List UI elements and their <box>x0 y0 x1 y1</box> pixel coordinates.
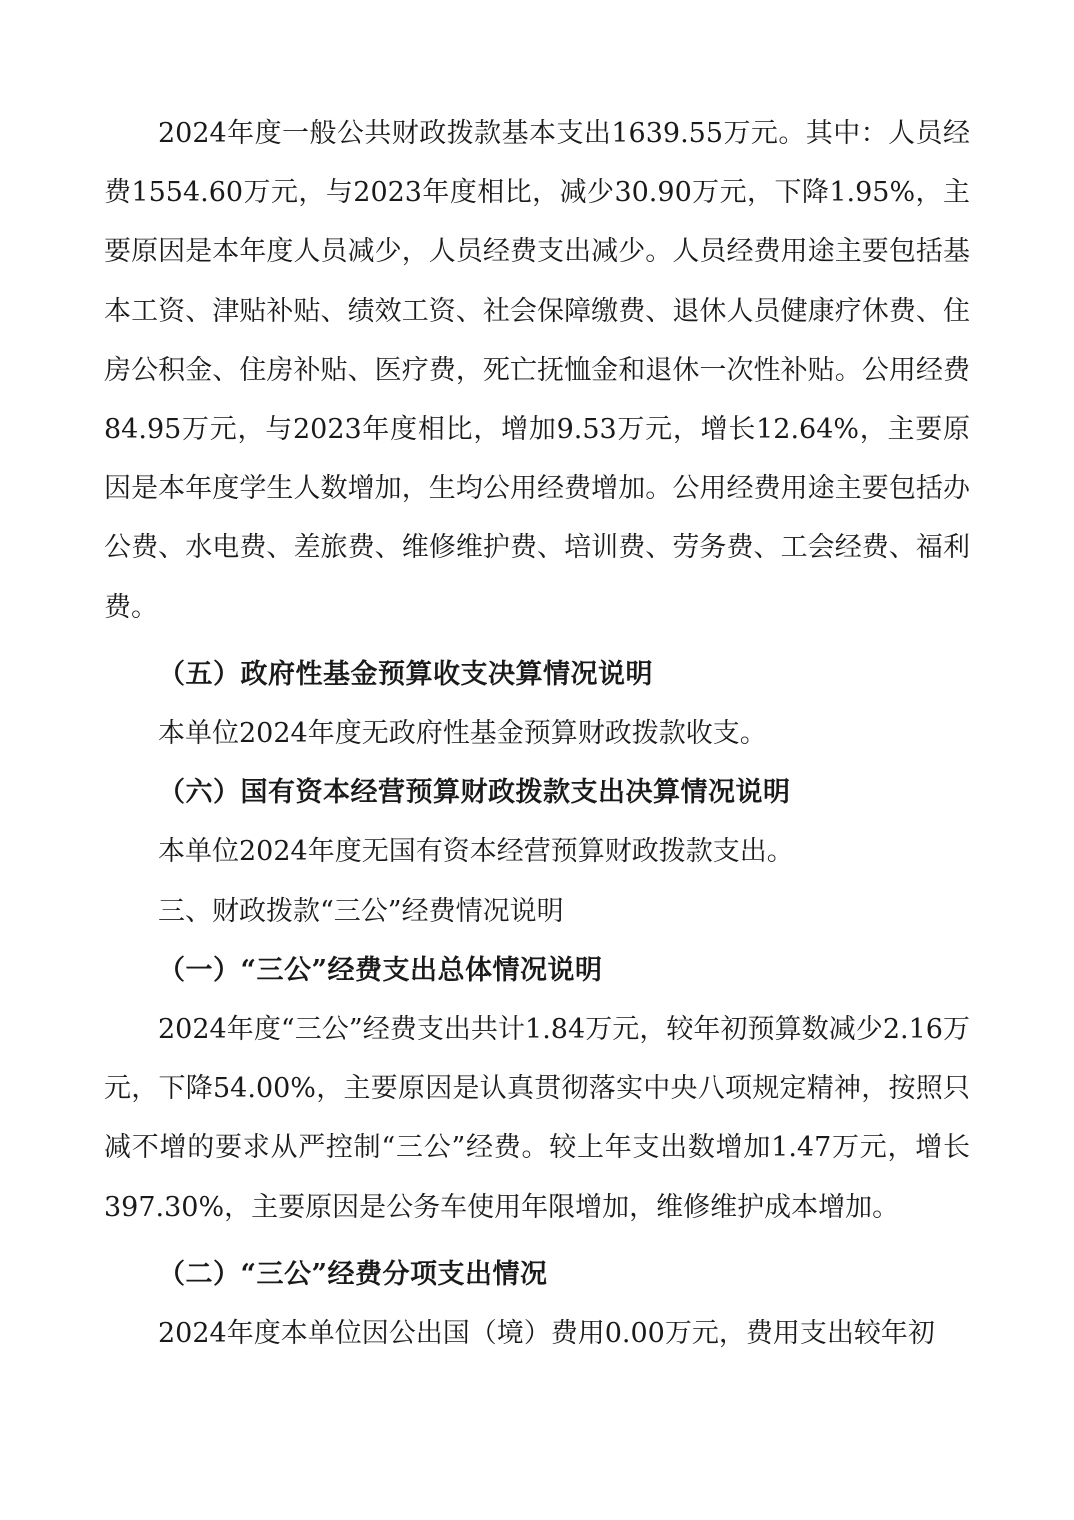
paragraph-three-public-itemized: 2024年度本单位因公出国（境）费用0.00万元，费用支出较年初 <box>158 1318 935 1350</box>
section-three-title: 三、财政拨款“三公”经费情况说明 <box>158 895 564 927</box>
paragraph-government-fund: 本单位2024年度无政府性基金预算财政拨款收支。 <box>158 718 767 750</box>
spacer <box>104 1237 970 1245</box>
spacer <box>104 637 970 645</box>
paragraph-three-public-overall: 2024年度“三公”经费支出共计1.84万元，较年初预算数减少2.16万元，下降54.00%，主要原因是认真贯彻落实中央八项规定精神，按照只减不增的要求从严控制“三公”经费。较上年支出数增加1.47万元，增长397.30%，主要原因是公务车使用年限增加，维修维护成本增加。 <box>104 1014 970 1223</box>
heading-state-capital: （六）国有资本经营预算财政拨款支出决算情况说明 <box>158 777 791 809</box>
document-page <box>104 104 970 1363</box>
heading-three-public-itemized: （二）“三公”经费分项支出情况 <box>158 1258 548 1290</box>
paragraph-basic-expenditure: 2024年度一般公共财政拨款基本支出1639.55万元。其中：人员经费1554.60万元，与2023年度相比，减少30.90万元，下降1.95%，主要原因是本年度人员减少，人员经费支出减少。人员经费用途主要包括基本工资、津贴补贴、绩效工资、社会保障缴费、退休人员健康疗休费、住房公积金、住房补贴、医疗费，死亡抚恤金和退休一次性补贴。公用经费84.95万元，与2023年度相比，增加9.53万元，增长12.64%，主要原因是本年度学生人数增加，生均公用经费增加。公用经费用途主要包括办公费、水电费、差旅费、维修维护费、培训费、劳务费、工会经费、福利费。 <box>104 118 970 623</box>
heading-three-public-overall: （一）“三公”经费支出总体情况说明 <box>158 954 603 986</box>
heading-government-fund: （五）政府性基金预算收支决算情况说明 <box>158 658 653 690</box>
paragraph-state-capital: 本单位2024年度无国有资本经营预算财政拨款支出。 <box>158 836 794 868</box>
